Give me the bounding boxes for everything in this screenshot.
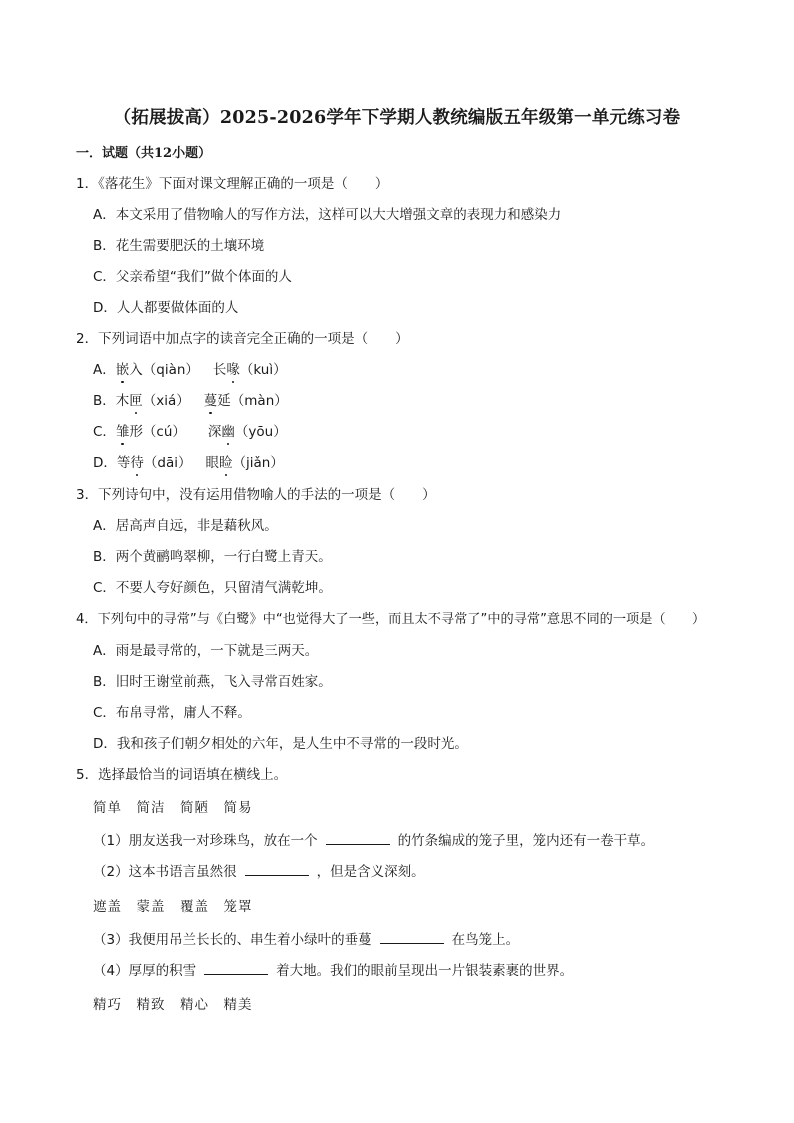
answer-blank[interactable] (245, 863, 309, 876)
question-4-option-d: D．我和孩子们朝夕相处的六年，是人生中不寻常的一段时光。 (93, 736, 468, 752)
question-2-option-d (93, 453, 284, 473)
question-4-option-a: A．雨是最寻常的，一下就是三两天。 (93, 643, 319, 659)
dotted-character: 雏 (115, 424, 130, 440)
question-4-option-b: B．旧时王谢堂前燕，飞入寻常百姓家。 (93, 674, 332, 690)
section-heading: 一．试题（共12小题） (76, 146, 212, 161)
word-bank-2: 遮盖 蒙盖 覆盖 笼罩 (93, 899, 253, 915)
question-3-option-a: A．居高声自远，非是藉秋风。 (93, 518, 278, 534)
sentence-text: （2）这本书语言虽然很 (93, 864, 237, 880)
sentence-text: 着大地。我们的眼前呈现出一片银装素裹的世界。 (276, 963, 574, 979)
answer-blank[interactable] (204, 962, 268, 975)
question-5-sentence-2 (93, 862, 425, 882)
question-1-option-a: A．本文采用了借物喻人的写作方法，这样可以大大增强文章的表现力和感染力 (93, 207, 562, 223)
dotted-character: 待 (130, 455, 144, 471)
question-5-sentence-1 (93, 831, 654, 851)
question-2-option-b (93, 391, 288, 411)
option-text: （dāi） (143, 455, 192, 471)
question-4-stem: 4．下列句中的寻常”与《白鹭》中“也觉得大了一些，而且太不寻常了”中的寻常”意思不同的一项是（ ） (76, 612, 706, 627)
word-bank-1: 简单 简洁 简陋 简易 (93, 800, 253, 816)
question-1-option-d: D．人人都要做体面的人 (93, 300, 239, 316)
question-1-option-c: C．父亲希望“我们”做个体面的人 (93, 269, 292, 285)
answer-blank[interactable] (326, 832, 390, 845)
option-text: （kuì） (239, 362, 287, 378)
option-text: 木 (115, 393, 130, 409)
sentence-text: 在鸟笼上。 (451, 932, 520, 948)
dotted-character: 蔓 (203, 393, 218, 409)
answer-blank[interactable] (380, 931, 444, 944)
dotted-character: 喙 (226, 362, 240, 378)
question-5-sentence-4 (93, 961, 573, 981)
dotted-character: 嵌 (115, 362, 130, 378)
word-bank-3: 精巧 精致 精心 精美 (93, 997, 253, 1013)
option-text: （jiǎn） (232, 455, 284, 471)
question-3-option-b: B．两个黄鹂鸣翠柳，一行白鹭上青天。 (93, 549, 332, 565)
dotted-character: 匣 (129, 393, 143, 409)
dotted-character: 幽 (221, 424, 235, 440)
option-label: A． (93, 362, 116, 378)
option-text: （xiá） (142, 393, 190, 409)
sentence-text: （3）我便用吊兰长长的、串生着小绿叶的垂蔓 (93, 932, 372, 948)
option-text: 长 (212, 362, 227, 378)
question-5-sentence-3 (93, 930, 519, 950)
option-label: B． (93, 393, 116, 409)
sentence-text: （4）厚厚的积雪 (93, 963, 197, 979)
question-2-stem: 2．下列词语中加点字的读音完全正确的一项是（ ） (76, 331, 409, 347)
question-2-option-a (93, 360, 287, 380)
page-title: （拓展拔高）2025-2026学年下学期人教统编版五年级第一单元练习卷 (113, 108, 681, 128)
option-text: 入（qiàn） (129, 362, 199, 378)
question-3-option-c: C．不要人夸好颜色，只留清气满乾坤。 (93, 580, 332, 596)
sentence-text: ，但是含义深刻。 (316, 864, 425, 880)
option-text: 延（màn） (217, 393, 288, 409)
option-text: 深 (207, 424, 222, 440)
option-label: D． (93, 455, 117, 471)
question-4-option-c: C．布帛寻常，庸人不释。 (93, 705, 251, 721)
question-2-option-c (93, 422, 287, 442)
option-text: （yōu） (234, 424, 287, 440)
option-label: C． (93, 424, 116, 440)
question-1-stem: 1．《落花生》下面对课文理解正确的一项是（ ） (76, 176, 389, 192)
option-text: 等 (116, 455, 131, 471)
sentence-text: 的竹条编成的笼子里，笼内还有一卷干草。 (397, 833, 655, 849)
question-5-stem: 5．选择最恰当的词语填在横线上。 (76, 767, 288, 783)
dotted-character: 睑 (219, 455, 233, 471)
question-3-stem: 3．下列诗句中，没有运用借物喻人的手法的一项是（ ） (76, 487, 436, 503)
question-1-option-b: B．花生需要肥沃的土壤环境 (93, 238, 265, 254)
option-text: 形（cú） (129, 424, 186, 440)
option-text: 眼 (205, 455, 219, 471)
sentence-text: （1）朋友送我一对珍珠鸟，放在一个 (93, 833, 318, 849)
